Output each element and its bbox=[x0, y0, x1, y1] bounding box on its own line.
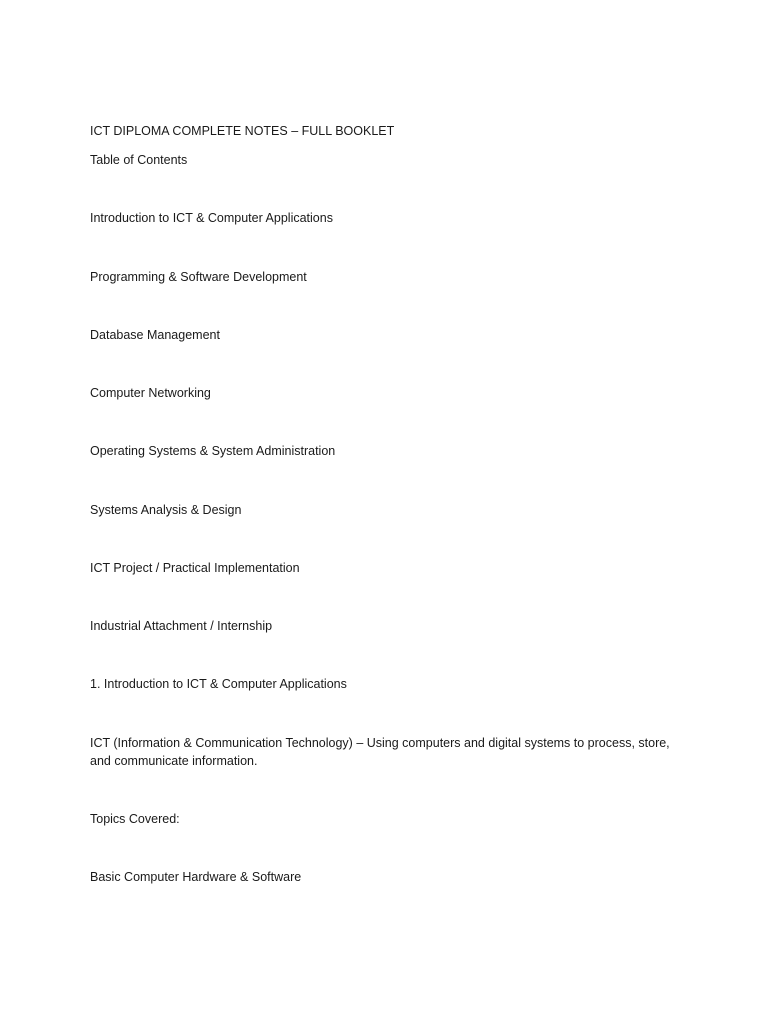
toc-item: Programming & Software Development bbox=[90, 270, 307, 284]
topics-label: Topics Covered: bbox=[90, 812, 180, 826]
section-definition: ICT (Information & Communication Technology) – Using computers and digital systems to process, store, and communicate information. bbox=[90, 736, 670, 768]
toc-heading: Table of Contents bbox=[90, 153, 188, 167]
toc-item: Operating Systems & System Administration bbox=[90, 444, 336, 458]
document-title: ICT DIPLOMA COMPLETE NOTES – FULL BOOKLET bbox=[90, 124, 395, 138]
toc-item: Introduction to ICT & Computer Applications bbox=[90, 211, 333, 225]
toc-item: ICT Project / Practical Implementation bbox=[90, 561, 300, 575]
toc-item: Systems Analysis & Design bbox=[90, 503, 242, 517]
toc-item: Industrial Attachment / Internship bbox=[90, 619, 273, 633]
section-heading: 1. Introduction to ICT & Computer Applications bbox=[90, 677, 347, 691]
toc-item: Database Management bbox=[90, 328, 220, 342]
topic-item: Basic Computer Hardware & Software bbox=[90, 870, 302, 884]
toc-item: Computer Networking bbox=[90, 386, 211, 400]
